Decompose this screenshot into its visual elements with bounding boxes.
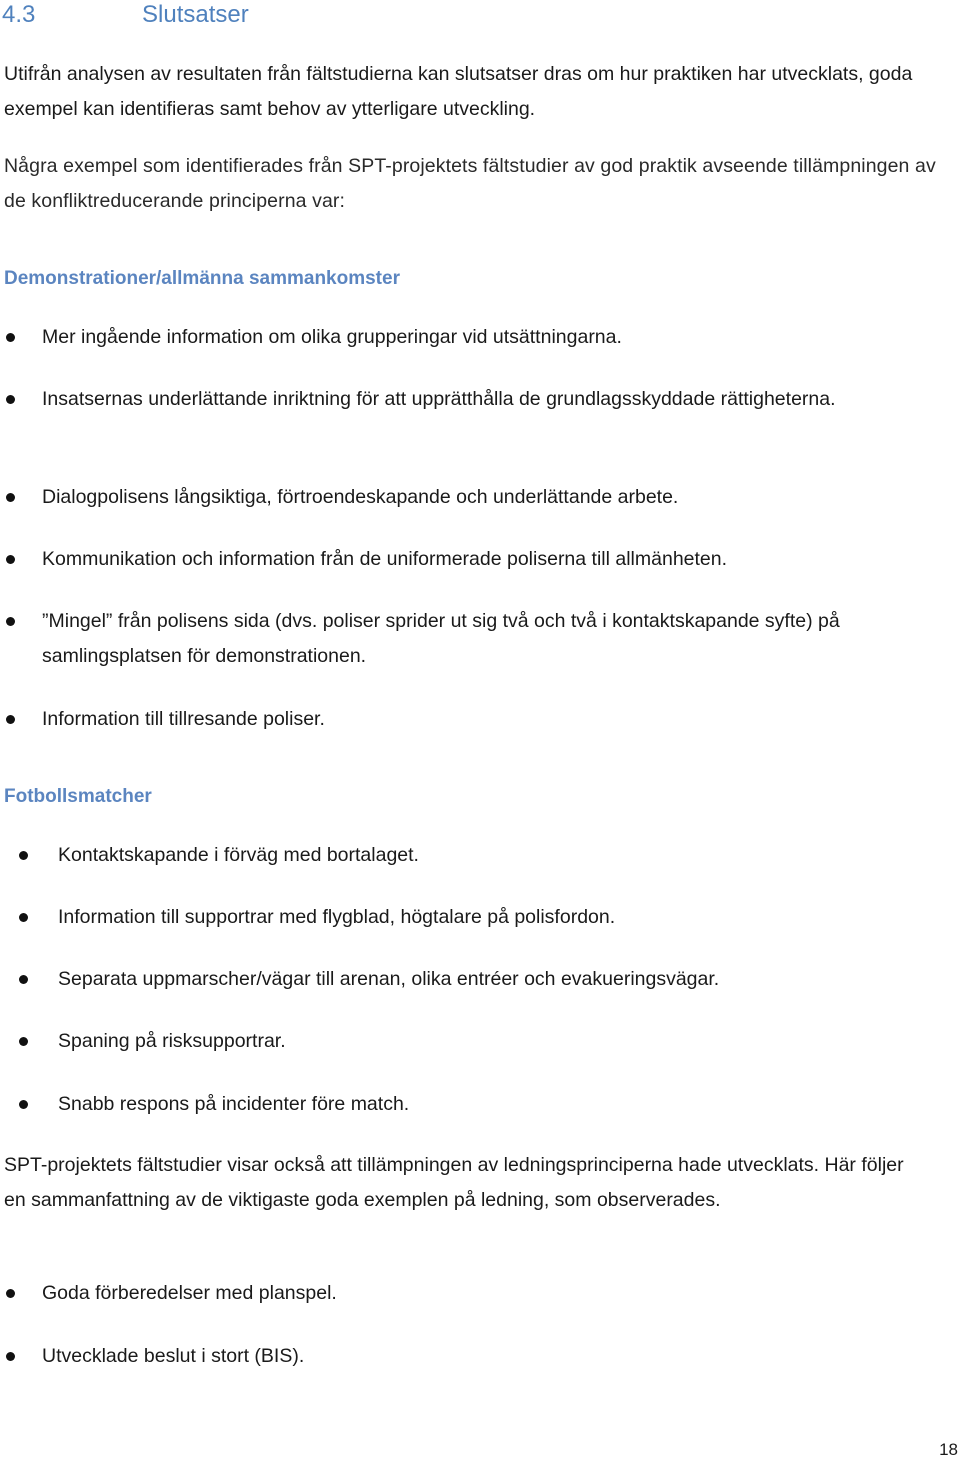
bullet-icon [19,851,28,860]
bullet-icon [6,617,15,626]
examples-intro-paragraph: Några exempel som identifierades från SPT-projektets fältstudier av god praktik avseende tillämpningen av de konfliktreducerande principerna var: [4,155,936,212]
page-number: 18 [939,1440,958,1459]
section-number: 4.3 [2,1,36,28]
section-title: Slutsatser [142,1,249,28]
list-item-text: Utvecklade beslut i stort (BIS). [42,1345,305,1367]
list-item-text: Kommunikation och information från de uniformerade poliserna till allmänheten. [42,548,728,570]
bullet-icon [19,1100,28,1109]
bullet-icon [19,913,28,922]
bullet-icon [6,555,15,564]
list-item-text: Kontaktskapande i förväg med bortalaget. [58,844,419,866]
intro-paragraph: Utifrån analysen av resultaten från fältstudierna kan slutsatser dras om hur praktiken har utvecklats, goda exempel kan identifieras samt behov av ytterligare utveckling. [4,63,913,120]
list-item-text: Spaning på risksupportrar. [58,1030,286,1052]
bullet-icon [6,715,15,724]
list-item-text: Snabb respons på incidenter före match. [58,1093,410,1115]
bullet-icon [19,1037,28,1046]
list-item-text: Information till supportrar med flygblad, högtalare på polisfordon. [58,906,616,928]
bullet-icon [19,975,28,984]
bullet-icon [6,333,15,342]
bullet-icon [6,395,15,404]
list-item-text: Information till tillresande poliser. [42,708,325,730]
list-item-text: Separata uppmarscher/vägar till arenan, olika entréer och evakueringsvägar. [58,968,720,990]
bullet-icon [6,1289,15,1298]
bullet-icon [6,493,15,502]
list-item-text: Insatsernas underlättande inriktning för att upprätthålla de grundlagsskyddade rättigheterna. [42,388,836,410]
leadership-intro-paragraph: SPT-projektets fältstudier visar också att tillämpningen av ledningsprinciperna hade utvecklats. Här följer en sammanfattning av de viktigaste goda exemplen på ledning, som observerades. [4,1154,904,1211]
list-item-text: Mer ingående information om olika grupperingar vid utsättningarna. [42,326,622,348]
list-item-text: ”Mingel” från polisens sida (dvs. poliser sprider ut sig två och två i kontaktskapande syfte) på samlingsplatsen för demonstrationen. [42,610,840,667]
list-item-text: Goda förberedelser med planspel. [42,1282,337,1304]
list-item-text: Dialogpolisens långsiktiga, förtroendeskapande och underlättande arbete. [42,486,679,508]
bullet-icon [6,1352,15,1361]
demonstrations-heading: Demonstrationer/allmänna sammankomster [4,268,400,289]
football-heading: Fotbollsmatcher [4,786,152,807]
